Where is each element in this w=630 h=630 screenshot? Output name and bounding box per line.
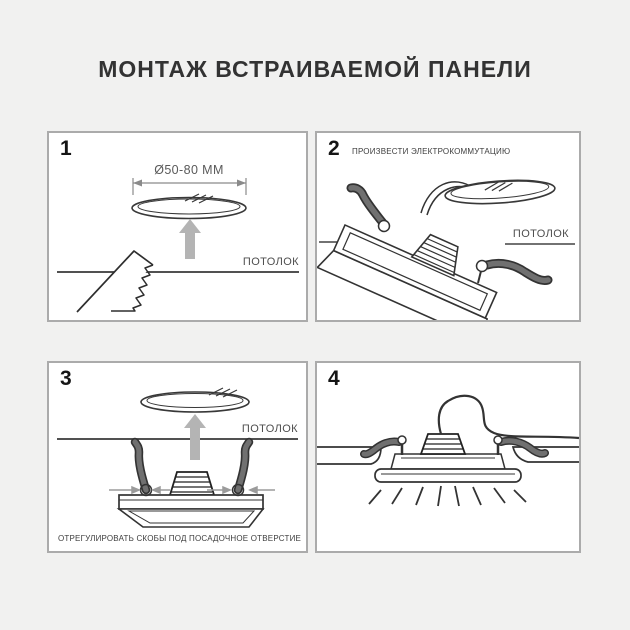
step-4-illustration [317,363,579,551]
driver-box [421,434,465,454]
ceiling-label: ПОТОЛОК [241,423,298,435]
spring-clip-right [494,436,545,454]
step-4-number: 4 [328,367,340,390]
step-3-panel [47,361,308,553]
panel-disc [141,388,249,412]
step-2-number: 2 [328,137,340,160]
spring-clip-left [135,442,152,496]
panel-disc [132,194,246,219]
up-arrow-icon [184,414,206,460]
step-3-caption: ОТРЕГУЛИРОВАТЬ СКОБЫ ПОД ПОСАДОЧНОЕ ОТВЕРСТИЕ [58,534,302,543]
step-1-illustration [49,133,306,320]
spring-clip-left [351,188,390,232]
driver-box [170,472,214,495]
up-arrow-icon [179,219,201,259]
step-1-panel [47,131,308,322]
step-3-illustration [49,363,306,551]
ceiling-label: ПОТОЛОК [242,256,299,268]
spring-clip-right [477,261,549,284]
panel-fixture [317,188,548,320]
step-2-panel [315,131,581,322]
light-rays [369,486,526,506]
step-3-number: 3 [60,367,72,390]
hole-dimension [133,163,246,195]
step-2-illustration [317,133,579,320]
page-title: МОНТАЖ ВСТРАИВАЕМОЙ ПАНЕЛИ [98,56,532,82]
hole-diameter-label: Ø50-80 ММ [154,163,224,177]
step-2-caption: ПРОИЗВЕСТИ ЭЛЕКТРОКОММУТАЦИЮ [352,147,511,156]
wire [439,396,579,438]
ceiling-label: ПОТОЛОК [512,228,569,240]
saw-icon [77,251,153,312]
step-4-panel [315,361,581,553]
spring-clip-left [364,436,406,454]
step-1-number: 1 [60,137,72,160]
panel-fixture [364,434,545,482]
spring-clip-right [233,442,250,496]
